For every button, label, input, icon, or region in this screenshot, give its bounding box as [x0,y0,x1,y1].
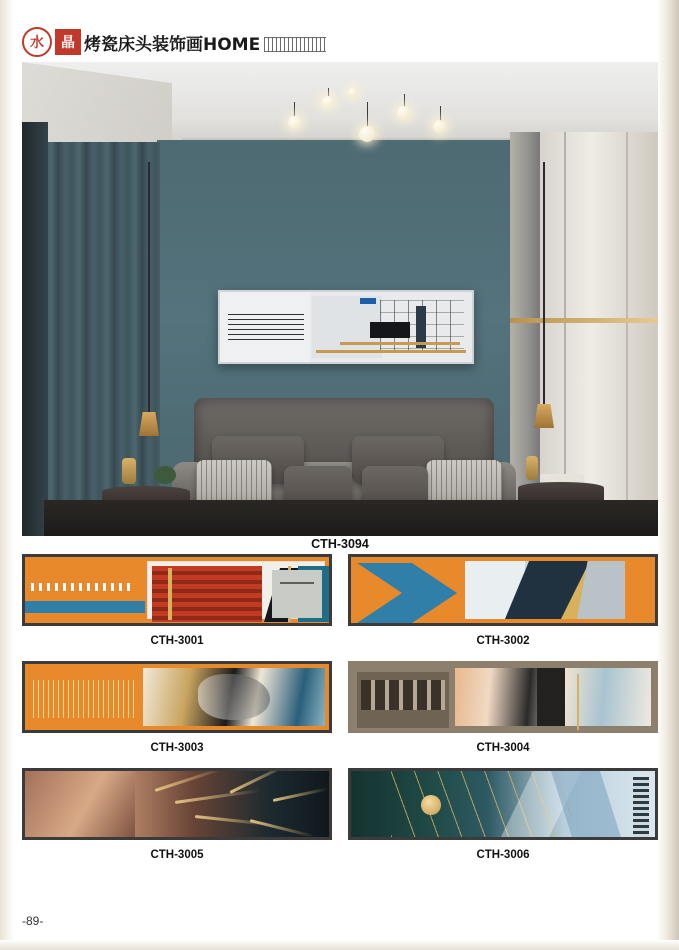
curtain-shadow [22,122,48,536]
product-code-6: CTH-3006 [476,849,530,861]
ceiling-bulb-5 [433,120,446,133]
page-right-edge [657,0,679,950]
ceiling-bulb-3 [359,126,375,142]
left-curtain [44,142,160,536]
product-cell-2[interactable] [348,554,658,661]
p3-swirl-shape [198,674,271,720]
product-cell-1[interactable] [22,554,332,661]
product-code-2: CTH-3002 [476,635,530,647]
p1-gold-accent [168,568,172,620]
hero-scene [22,62,658,536]
product-thumbnail-2[interactable] [348,554,658,626]
decorative-hatch-icon [264,37,326,52]
p4-gold-line [577,674,579,733]
product-thumbnail-6[interactable] [348,768,658,840]
ceiling-bulb-1 [288,116,301,129]
logo-badge-crystal: 晶 [55,29,81,55]
page-bottom-edge [0,940,679,950]
header-title: 烤瓷床头装饰画HOME [84,34,261,55]
artwork-line-pattern [228,314,304,340]
product-thumbnail-5[interactable] [22,768,332,840]
ceiling-bulb-4 [397,106,410,119]
page-left-edge [0,0,14,950]
product-grid [22,554,658,875]
nightstand-right-vase [526,456,538,480]
product-code-5: CTH-3005 [150,849,204,861]
product-code-1: CTH-3001 [150,635,204,647]
wardrobe-seam-2 [626,132,628,536]
product-thumbnail-1[interactable] [22,554,332,626]
product-code-4: CTH-3004 [476,742,530,754]
product-cell-5[interactable] [22,768,332,875]
p1-dash-band [31,583,131,591]
logo-badge-water: 水 [22,27,52,57]
nightstand-left-plant [154,466,176,484]
p3-zigzag-pattern [33,680,137,718]
product-thumbnail-3[interactable] [22,661,332,733]
p4-icon-row [361,680,445,710]
artwork-blue-accent [360,298,376,304]
p3-inner-artwork [143,668,325,726]
wall-artwork [218,290,474,364]
p6-stripe-block [633,777,649,837]
ceiling-bulb-6 [348,88,357,97]
hero-caption: CTH-3094 [311,537,369,551]
p1-inner-artwork [147,561,325,619]
p1-grey-block [272,570,322,618]
p4-inner-artwork [455,668,651,726]
p4-dark-band [537,668,564,726]
ceiling-bulb-2 [322,96,334,108]
p2-inner-artwork [465,561,625,619]
product-cell-6[interactable] [348,768,658,875]
p1-grey-line [280,582,314,584]
pendant-cord-left [148,162,150,412]
floor [44,500,658,536]
page-number: -89- [22,914,44,928]
p1-blue-band [25,601,145,613]
artwork-black-block [370,322,410,338]
brand-header [22,28,326,56]
hero-room-image [22,62,658,536]
wardrobe-gold-trim [510,318,658,323]
pendant-cord-right [543,162,545,404]
product-code-3: CTH-3003 [150,742,204,754]
p5-left-gradient [25,771,135,837]
nightstand-left-vase [122,458,136,484]
artwork-gold-line-1 [340,342,460,345]
product-thumbnail-4[interactable] [348,661,658,733]
product-cell-3[interactable] [22,661,332,768]
bulb-stem-3 [367,102,368,128]
nightstand-right-book [540,474,584,482]
p6-sun-circle [421,795,441,815]
product-cell-4[interactable] [348,661,658,768]
artwork-gold-line-2 [316,350,466,353]
